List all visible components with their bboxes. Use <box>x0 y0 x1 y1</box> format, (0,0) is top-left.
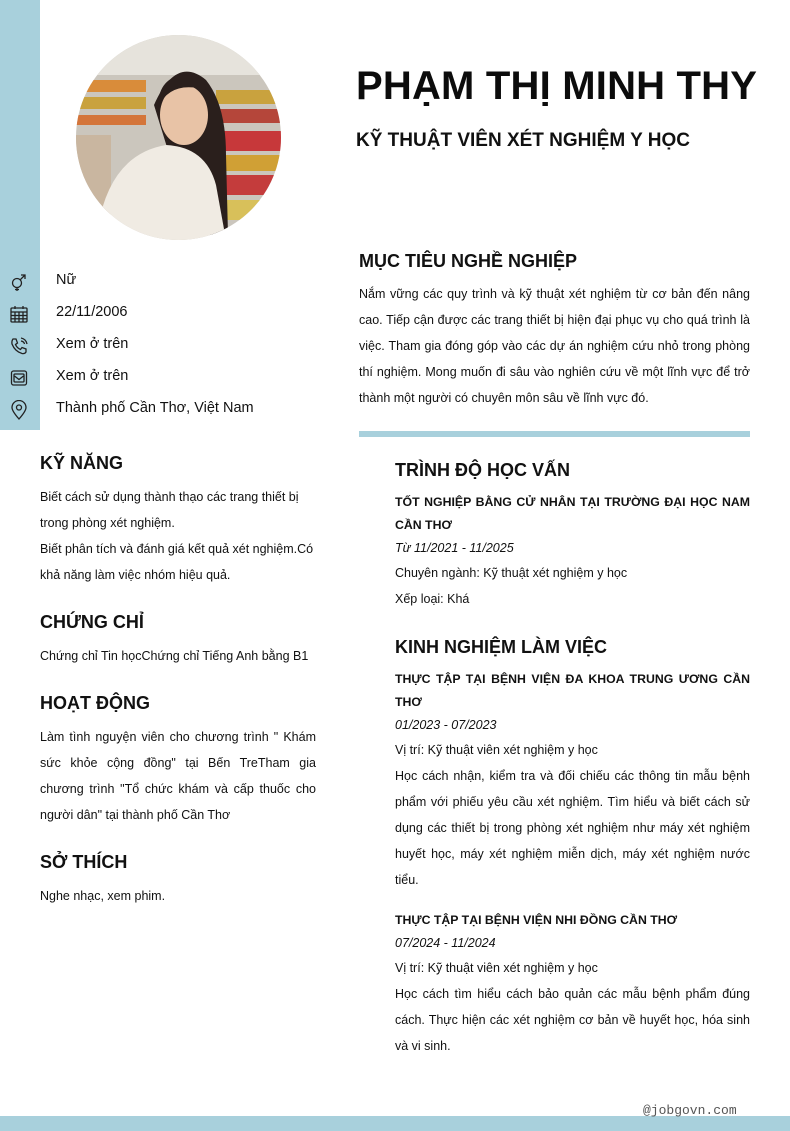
contact-birthday <box>0 301 340 327</box>
email-value: Xem ở trên <box>56 368 129 384</box>
education-title: TỐT NGHIỆP BẰNG CỬ NHÂN TẠI TRƯỜNG ĐẠI HỌC NAM CẦN THƠ <box>395 495 750 532</box>
contact-email <box>0 365 340 391</box>
gender-icon <box>9 272 29 292</box>
hobbies-text: Nghe nhạc, xem phim. <box>40 889 166 903</box>
bottom-accent-bar <box>0 1116 790 1131</box>
experience-entry <box>395 909 750 1059</box>
experience-date: 01/2023 - 07/2023 <box>395 718 497 732</box>
education-entry <box>395 491 750 612</box>
candidate-name: PHẠM THỊ MINH THY <box>356 64 758 108</box>
contact-address <box>0 397 340 423</box>
calendar-icon <box>9 304 29 324</box>
contact-phone <box>0 333 340 359</box>
education-rank: Xếp loại: Khá <box>395 592 470 606</box>
birthday-value: 22/11/2006 <box>56 304 128 320</box>
experience-description: Học cách nhận, kiểm tra và đối chiếu các thông tin mẫu bệnh phẩm với phiếu yêu cầu xét nghiệm. Tìm hiểu và biết cách sử dụng các thiết bị trong phòng xét nghiệm như máy xét nghiệm huyết học, máy xét nghiệm miễn dịch, máy xét nghiệm nước tiểu. <box>395 769 750 887</box>
activities-heading: HOẠT ĐỘNG <box>40 693 150 713</box>
skills-line-1: Biết cách sử dụng thành thạo các trang thiết bị trong phòng xét nghiệm. <box>40 490 299 530</box>
phone-value: Xem ở trên <box>56 336 129 352</box>
activities-text: Làm tình nguyện viên cho chương trình " Khám sức khỏe cộng đồng" tại Bến TreTham gia chương trình "Tổ chức khám và cấp thuốc cho người dân" tại thành phố Cần Thơ <box>40 730 316 822</box>
section-divider <box>359 431 750 437</box>
profile-photo <box>76 35 281 240</box>
objective-heading: MỤC TIÊU NGHỀ NGHIỆP <box>359 251 578 271</box>
experience-heading: KINH NGHIỆM LÀM VIỆC <box>395 637 608 657</box>
site-watermark: @jobgovn.com <box>643 1103 737 1118</box>
location-icon <box>9 400 29 420</box>
certificates-text: Chứng chỉ Tin họcChứng chỉ Tiếng Anh bằng B1 <box>40 649 309 663</box>
experience-date: 07/2024 - 11/2024 <box>395 936 496 950</box>
objective-text: Nắm vững các quy trình và kỹ thuật xét nghiệm từ cơ bản đến nâng cao. Tiếp cận được các trang thiết bị hiện đại phục vụ cho quá trình là việc. Tham gia đóng góp vào các dự án nghiệm cứu nhỏ trong phòng thí nghiệm. Mong muốn đi sâu vào nghiên cứu về một lĩnh vực để trở thành một người có chuyên môn sâu về lĩnh vực đó. <box>359 287 750 405</box>
skills-line-2: Biết phân tích và đánh giá kết quả xét nghiệm.Có khả năng làm việc nhóm hiệu quả. <box>40 542 314 582</box>
contact-gender <box>0 269 340 295</box>
email-icon <box>9 368 29 388</box>
experience-title: THỰC TẬP TẠI BỆNH VIỆN ĐA KHOA TRUNG ƯƠNG CẦN THƠ <box>395 672 750 709</box>
avatar <box>76 35 281 240</box>
experience-entry <box>395 668 750 893</box>
education-date: Từ 11/2021 - 11/2025 <box>395 541 514 555</box>
experience-title: THỰC TẬP TẠI BỆNH VIỆN NHI ĐỒNG CẦN THƠ <box>395 913 678 927</box>
address-value: Thành phố Cần Thơ, Việt Nam <box>56 400 254 416</box>
experience-description: Học cách tìm hiểu cách bảo quản các mẫu bệnh phẩm đúng cách. Thực hiện các xét nghiệm cơ bản về huyết học, hóa sinh và vi sinh. <box>395 987 750 1053</box>
education-major: Chuyên ngành: Kỹ thuật xét nghiệm y học <box>395 566 628 580</box>
gender-value: Nữ <box>56 272 77 288</box>
experience-position: Vị trí: Kỹ thuật viên xét nghiệm y học <box>395 961 598 975</box>
education-heading: TRÌNH ĐỘ HỌC VẤN <box>395 460 570 480</box>
skills-heading: KỸ NĂNG <box>40 453 124 473</box>
phone-icon <box>9 336 29 356</box>
certificates-heading: CHỨNG CHỈ <box>40 612 144 632</box>
experience-position: Vị trí: Kỹ thuật viên xét nghiệm y học <box>395 743 598 757</box>
hobbies-heading: SỞ THÍCH <box>40 852 128 872</box>
skills-text <box>40 484 316 588</box>
job-title: KỸ THUẬT VIÊN XÉT NGHIỆM Y HỌC <box>356 130 690 151</box>
